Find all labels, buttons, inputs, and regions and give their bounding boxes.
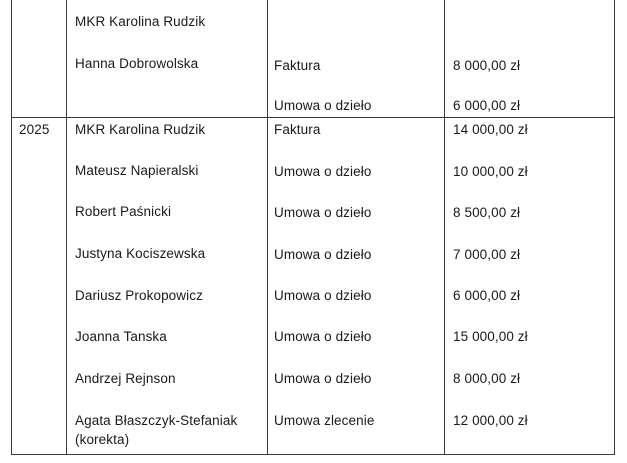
row-1-amount: 14 000,00 zł xyxy=(453,122,528,137)
row-4-name: Justyna Kociszewska xyxy=(75,246,206,261)
row-7-name: Andrzej Rejnson xyxy=(75,371,176,386)
row-8-name: Agata Błaszczyk-Stefaniak xyxy=(75,413,238,428)
type-column-divider xyxy=(444,0,445,455)
row-8-name-line2: (korekta) xyxy=(75,432,130,447)
row-4-type: Umowa o dzieło xyxy=(274,247,372,262)
prev-type-1: Faktura xyxy=(274,58,321,73)
row-2-type: Umowa o dzieło xyxy=(274,164,372,179)
row-5-name: Dariusz Prokopowicz xyxy=(75,288,203,303)
row-7-type: Umowa o dzieło xyxy=(274,371,372,386)
prev-name-1: MKR Karolina Rudzik xyxy=(75,14,206,29)
row-2-name: Mateusz Napieralski xyxy=(75,163,199,178)
year-column-divider xyxy=(66,0,67,455)
row-4-amount: 7 000,00 zł xyxy=(453,247,521,262)
row-1-type: Faktura xyxy=(274,122,321,137)
prev-type-2: Umowa o dzieło xyxy=(274,98,372,113)
row-5-type: Umowa o dzieło xyxy=(274,288,372,303)
table-bottom-border xyxy=(11,454,615,455)
name-column-divider xyxy=(267,0,268,455)
row-3-type: Umowa o dzieło xyxy=(274,205,372,220)
row-3-amount: 8 500,00 zł xyxy=(453,205,521,220)
row-8-type: Umowa zlecenie xyxy=(274,413,375,428)
row-8-amount: 12 000,00 zł xyxy=(453,413,528,428)
row-1-name: MKR Karolina Rudzik xyxy=(75,122,206,137)
row-2-amount: 10 000,00 zł xyxy=(453,164,528,179)
row-6-type: Umowa o dzieło xyxy=(274,329,372,344)
year-2025-label: 2025 xyxy=(19,122,50,137)
row-7-amount: 8 000,00 zł xyxy=(453,371,521,386)
table-left-border xyxy=(11,0,12,455)
row-6-amount: 15 000,00 zł xyxy=(453,329,528,344)
prev-name-2: Hanna Dobrowolska xyxy=(75,56,199,71)
row-5-amount: 6 000,00 zł xyxy=(453,288,521,303)
group-divider xyxy=(11,117,615,118)
prev-amount-1: 8 000,00 zł xyxy=(453,58,521,73)
row-3-name: Robert Paśnicki xyxy=(75,204,172,219)
table-right-border xyxy=(614,0,615,455)
prev-amount-2: 6 000,00 zł xyxy=(453,98,521,113)
row-6-name: Joanna Tanska xyxy=(75,329,167,344)
